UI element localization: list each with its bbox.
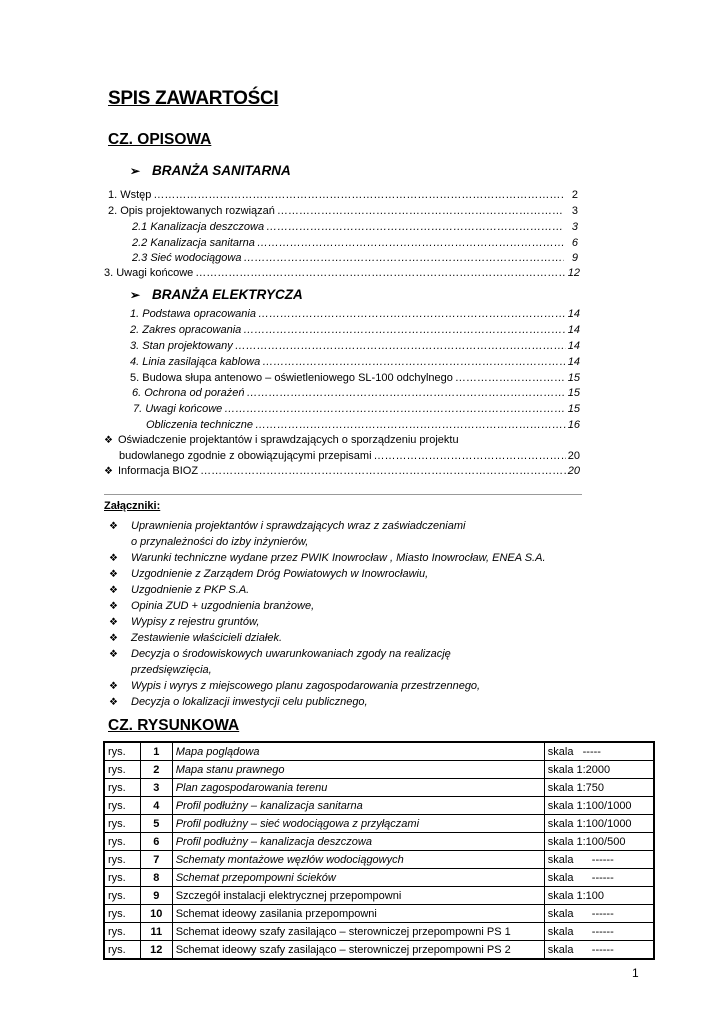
drawing-number: 2: [140, 761, 172, 779]
attachment-text: Uzgodnienie z PKP S.A.: [131, 584, 250, 596]
declaration-text-1: Oświadczenie projektantów i sprawdzających o sporządzeniu projektu: [118, 434, 459, 446]
table-row[interactable]: [104, 779, 654, 797]
drawing-number: 5: [140, 815, 172, 833]
drawing-scale: skala ------: [544, 941, 654, 960]
toc-entry-page: 9: [571, 252, 578, 264]
drawing-name: Profil podłużny – kanalizacja deszczowa: [172, 833, 544, 851]
attachment-text: Opinia ZUD + uzgodnienia branżowe,: [131, 600, 315, 612]
attachment-item: [109, 600, 314, 612]
toc-leader: [153, 189, 564, 201]
drawing-scale: skala 1:100/500: [544, 833, 654, 851]
toc-entry[interactable]: [132, 387, 580, 403]
attachment-item: [109, 680, 480, 692]
toc-entry-label: 6. Ochrona od porażeń: [132, 387, 245, 399]
branch-electrical-label: BRANŻA ELEKTRYCZA: [152, 287, 303, 302]
drawing-name: Szczegół instalacji elektrycznej przepompowni: [172, 887, 544, 905]
table-row[interactable]: [104, 887, 654, 905]
drawing-prefix: rys.: [104, 923, 140, 941]
diamond-bullet-icon: ❖: [104, 466, 113, 477]
drawing-number: 11: [140, 923, 172, 941]
toc-leader: [258, 308, 566, 320]
toc-leader: [266, 221, 564, 233]
toc-entry-label: 5. Budowa słupa antenowo – oświetleniowego SL-100 odchylnego: [130, 372, 453, 384]
drawing-scale: skala -----: [544, 742, 654, 761]
bioz-page: 20: [567, 465, 580, 477]
toc-entry[interactable]: [104, 267, 580, 283]
drawing-name: Schemat ideowy szafy zasilająco – sterowniczej przepompowni PS 2: [172, 941, 544, 960]
toc-leader: [257, 237, 564, 249]
drawing-number: 7: [140, 851, 172, 869]
toc-entry[interactable]: [146, 419, 580, 435]
toc-entry-label: 2.3 Sieć wodociągowa: [132, 252, 242, 264]
diamond-bullet-icon: ❖: [109, 521, 118, 532]
drawing-prefix: rys.: [104, 851, 140, 869]
table-row[interactable]: [104, 815, 654, 833]
table-row[interactable]: [104, 742, 654, 761]
drawing-number: 10: [140, 905, 172, 923]
attachment-item: [109, 552, 546, 564]
table-row[interactable]: [104, 905, 654, 923]
diamond-bullet-icon: ❖: [109, 553, 118, 564]
attachment-item: [109, 520, 465, 532]
attachment-item: [109, 568, 428, 580]
table-row[interactable]: [104, 761, 654, 779]
toc-leader: [224, 403, 565, 415]
attachment-text: Zestawienie właścicieli działek.: [131, 632, 283, 644]
drawing-scale: skala 1:750: [544, 779, 654, 797]
drawing-name: Schematy montażowe węzłów wodociągowych: [172, 851, 544, 869]
table-row[interactable]: [104, 797, 654, 815]
drawing-scale: skala 1:100/1000: [544, 797, 654, 815]
drawing-prefix: rys.: [104, 887, 140, 905]
diamond-bullet-icon: ❖: [109, 681, 118, 692]
drawing-scale: skala 1:100: [544, 887, 654, 905]
toc-entry[interactable]: [108, 205, 578, 221]
attachment-text: Wypis i wyrys z miejscowego planu zagospodarowania przestrzennego,: [131, 680, 481, 692]
toc-entry-page: 14: [567, 340, 580, 352]
toc-entry[interactable]: [132, 221, 578, 237]
declaration-text-2: budowlanego zgodnie z obowiązującymi przepisami: [119, 450, 372, 462]
toc-entry-page: 14: [567, 324, 580, 336]
attachment-text: Warunki techniczne wydane przez PWIK Inowrocław , Miasto Inowrocław, ENEA S.A.: [131, 552, 546, 564]
attachment-item: [109, 616, 259, 628]
section-descriptive-heading: CZ. OPISOWA: [108, 131, 212, 148]
toc-entry-label: 7. Uwagi końcowe: [133, 403, 223, 415]
toc-entry[interactable]: [130, 340, 580, 356]
toc-entry-page: 2: [571, 189, 578, 201]
drawing-number: 6: [140, 833, 172, 851]
attachment-text: Uzgodnienie z Zarządem Dróg Powiatowych w Inowrocławiu,: [131, 568, 429, 580]
drawing-scale: skala ------: [544, 905, 654, 923]
toc-entry-page: 14: [567, 356, 580, 368]
toc-entry-page: 16: [567, 419, 580, 431]
declaration-page: 20: [567, 450, 580, 462]
attachment-item: [109, 584, 249, 596]
drawing-name: Schemat przepompowni ścieków: [172, 869, 544, 887]
toc-entry[interactable]: [132, 252, 578, 268]
toc-leader: [262, 356, 566, 368]
attachment-item: [109, 648, 451, 660]
toc-entry-label: 2.2 Kanalizacja sanitarna: [132, 237, 255, 249]
toc-leader: [277, 205, 564, 217]
drawings-table: [103, 741, 655, 960]
drawing-name: Mapa poglądowa: [172, 742, 544, 761]
attachment-item: [109, 696, 368, 708]
diamond-bullet-icon: ❖: [109, 601, 118, 612]
toc-entry[interactable]: [108, 189, 578, 205]
bioz-entry[interactable]: [104, 465, 580, 481]
drawing-scale: skala ------: [544, 851, 654, 869]
table-row[interactable]: [104, 869, 654, 887]
drawing-number: 4: [140, 797, 172, 815]
drawing-prefix: rys.: [104, 869, 140, 887]
toc-entry-page: 3: [571, 221, 578, 233]
attachments-heading: Załączniki:: [104, 500, 161, 512]
attachment-text: Decyzja o środowiskowych uwarunkowaniach zgody na realizację: [131, 648, 451, 660]
drawing-scale: skala 1:2000: [544, 761, 654, 779]
drawing-prefix: rys.: [104, 742, 140, 761]
drawing-name: Schemat ideowy zasilania przepompowni: [172, 905, 544, 923]
drawing-scale: skala 1:100/1000: [544, 815, 654, 833]
toc-entry[interactable]: [132, 237, 578, 253]
toc-entry[interactable]: [130, 356, 580, 372]
drawing-number: 1: [140, 742, 172, 761]
toc-entry-page: 12: [567, 267, 580, 279]
page-number: 1: [632, 966, 639, 980]
arrow-bullet-icon: ➢: [130, 164, 141, 178]
diamond-bullet-icon: ❖: [109, 617, 118, 628]
toc-entry-label: 1. Podstawa opracowania: [130, 308, 256, 320]
toc-entry-label: 3. Stan projektowany: [130, 340, 233, 352]
drawing-scale: skala ------: [544, 923, 654, 941]
diamond-bullet-icon: ❖: [109, 633, 118, 644]
toc-entry[interactable]: [133, 403, 580, 419]
toc-entry-label: 3. Uwagi końcowe: [104, 267, 194, 279]
toc-entry[interactable]: [130, 308, 580, 324]
toc-entry-page: 15: [567, 387, 580, 399]
toc-entry-page: 15: [567, 403, 580, 415]
table-row[interactable]: [104, 923, 654, 941]
drawing-name: Schemat ideowy szafy zasilająco – sterowniczej przepompowni PS 1: [172, 923, 544, 941]
bioz-label: Informacja BIOZ: [118, 465, 199, 477]
attachment-item: [109, 632, 282, 644]
toc-leader: [195, 267, 565, 279]
drawing-prefix: rys.: [104, 779, 140, 797]
drawing-prefix: rys.: [104, 815, 140, 833]
page-title: SPIS ZAWARTOŚCI: [108, 88, 279, 109]
toc-entry-label: 2.1 Kanalizacja deszczowa: [132, 221, 265, 233]
drawing-prefix: rys.: [104, 797, 140, 815]
drawing-name: Profil podłużny – kanalizacja sanitarna: [172, 797, 544, 815]
toc-leader: [374, 450, 566, 462]
toc-entry[interactable]: [130, 324, 580, 340]
attachment-text: Decyzja o lokalizacji inwestycji celu publicznego,: [131, 696, 368, 708]
toc-leader: [243, 324, 565, 336]
toc-leader: [235, 340, 566, 352]
toc-leader: [255, 419, 566, 431]
table-row[interactable]: [104, 833, 654, 851]
toc-entry-label: 1. Wstęp: [108, 189, 152, 201]
branch-sanitary-label: BRANŻA SANITARNA: [152, 163, 291, 178]
diamond-bullet-icon: ❖: [109, 697, 118, 708]
toc-entry-label: 2. Zakres opracowania: [130, 324, 242, 336]
toc-leader: [247, 387, 566, 399]
divider: [104, 494, 582, 495]
drawing-prefix: rys.: [104, 941, 140, 960]
toc-leader: [243, 252, 564, 264]
toc-leader: [200, 465, 566, 477]
declaration-line2[interactable]: [119, 450, 580, 466]
declaration-line1[interactable]: [104, 434, 459, 446]
bioz-label-wrap: [104, 465, 198, 477]
toc-entry[interactable]: [130, 372, 580, 388]
branch-electrical-heading: [130, 287, 303, 302]
diamond-bullet-icon: ❖: [109, 569, 118, 580]
toc-entry-page: 3: [571, 205, 578, 217]
drawing-prefix: rys.: [104, 761, 140, 779]
drawing-prefix: rys.: [104, 833, 140, 851]
toc-entry-page: 14: [567, 308, 580, 320]
drawing-name: Mapa stanu prawnego: [172, 761, 544, 779]
drawing-scale: skala ------: [544, 869, 654, 887]
toc-entry-label: 2. Opis projektowanych rozwiązań: [108, 205, 275, 217]
diamond-bullet-icon: ❖: [109, 649, 118, 660]
arrow-bullet-icon: ➢: [130, 288, 141, 302]
drawing-number: 12: [140, 941, 172, 960]
attachment-text: Wypisy z rejestru gruntów,: [131, 616, 260, 628]
drawing-number: 8: [140, 869, 172, 887]
toc-entry-label: Obliczenia techniczne: [146, 419, 254, 431]
diamond-bullet-icon: ❖: [109, 585, 118, 596]
attachment-item-continued: przedsięwzięcia,: [131, 664, 212, 676]
toc-entry-label: 4. Linia zasilająca kablowa: [130, 356, 261, 368]
drawing-prefix: rys.: [104, 905, 140, 923]
diamond-bullet-icon: ❖: [104, 435, 113, 446]
table-row[interactable]: [104, 851, 654, 869]
drawing-number: 9: [140, 887, 172, 905]
section-drawings-heading: CZ. RYSUNKOWA: [108, 717, 240, 734]
drawing-name: Profil podłużny – sieć wodociągowa z przyłączami: [172, 815, 544, 833]
drawing-name: Plan zagospodarowania terenu: [172, 779, 544, 797]
table-row[interactable]: [104, 941, 654, 960]
attachment-item-continued: o przynależności do izby inżynierów,: [131, 536, 309, 548]
toc-entry-page: 6: [571, 237, 578, 249]
toc-leader: [455, 372, 566, 384]
attachment-text: Uprawnienia projektantów i sprawdzających wraz z zaświadczeniami: [131, 520, 466, 532]
toc-entry-page: 15: [567, 372, 580, 384]
drawing-number: 3: [140, 779, 172, 797]
branch-sanitary-heading: [130, 163, 291, 178]
